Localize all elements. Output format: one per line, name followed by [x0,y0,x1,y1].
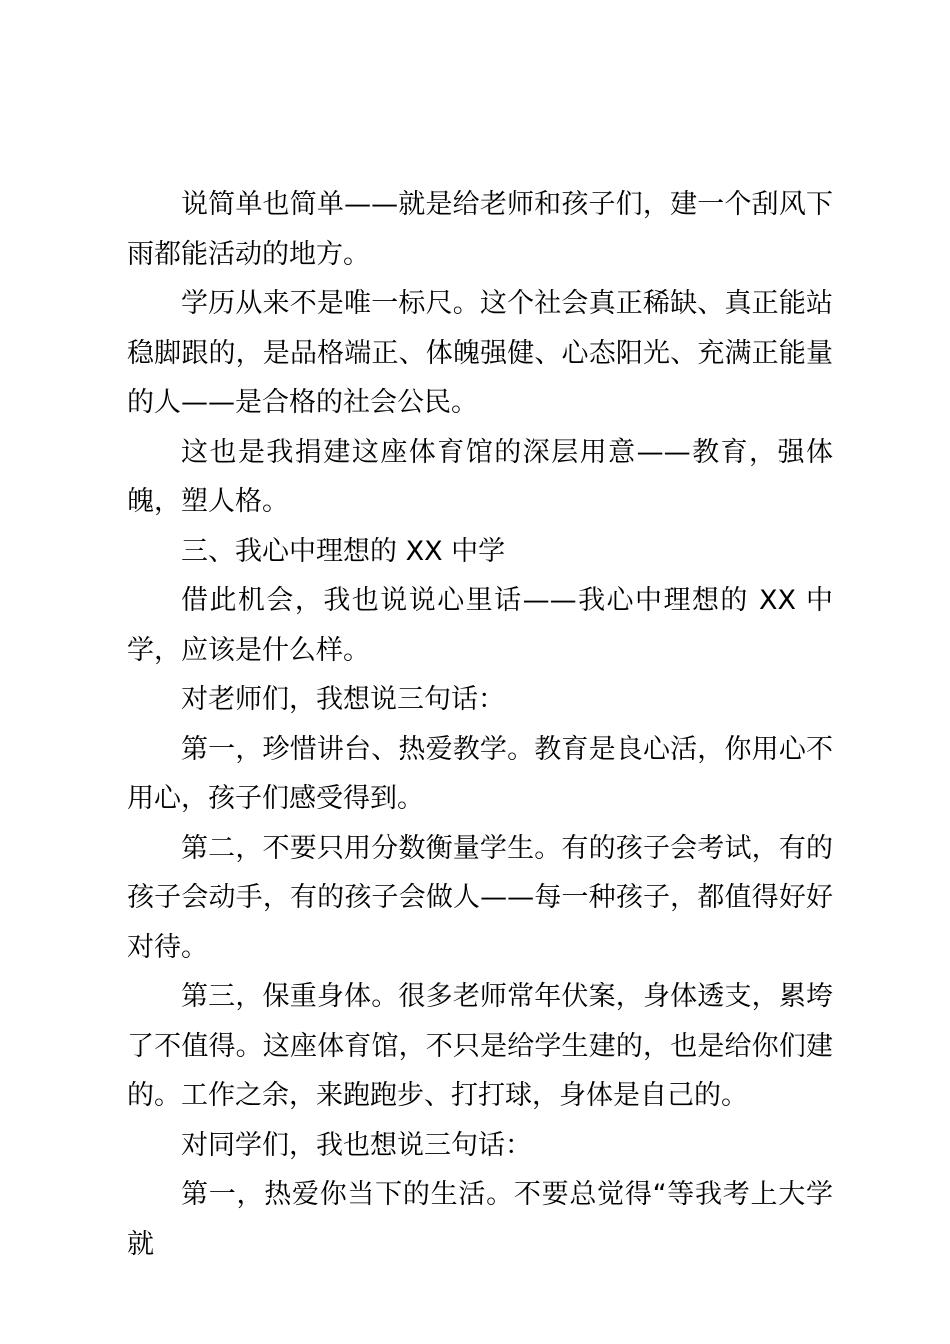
paragraph-teachers-first: 第一，珍惜讲台、热爱教学。教育是良心活，你用心不用心，孩子们感受得到。 [127,733,833,814]
paragraph-deeper-meaning: 这也是我捐建这座体育馆的深层用意——教育，强体魄，塑人格。 [127,436,833,517]
paragraph-teachers-second: 第二，不要只用分数衡量学生。有的孩子会考试，有的孩子会动手，有的孩子会做人——每一种孩子，都值得好好对待。 [127,832,833,963]
document-body [127,180,833,1269]
paragraph-education-standard: 学历从来不是唯一标尺。这个社会真正稀缺、真正能站稳脚跟的，是品格端正、体魄强健、心态阳光、充满正能量的人——是合格的社会公民。 [127,288,833,418]
paragraph-teachers-third: 第三，保重身体。很多老师常年伏案，身体透支，累垮了不值得。这座体育馆，不只是给学生建的，也是给你们建的。工作之余，来跑跑步、打打球，身体是自己的。 [127,981,833,1111]
paragraph-students-first: 第一，热爱你当下的生活。不要总觉得“等我考上大学就 [127,1179,833,1260]
paragraph-to-students: 对同学们，我也想说三句话： [181,1129,532,1161]
paragraph-to-teachers: 对老师们，我想说三句话： [181,684,505,715]
paragraph-gym-purpose: 说简单也简单——就是给老师和孩子们，建一个刮风下雨都能活动的地方。 [127,189,833,270]
section-heading-ideal-school: 三、我心中理想的 XX 中学 [181,535,506,567]
paragraph-heart-words: 借此机会，我也说说心里话——我心中理想的 XX 中学，应该是什么样。 [127,585,833,666]
